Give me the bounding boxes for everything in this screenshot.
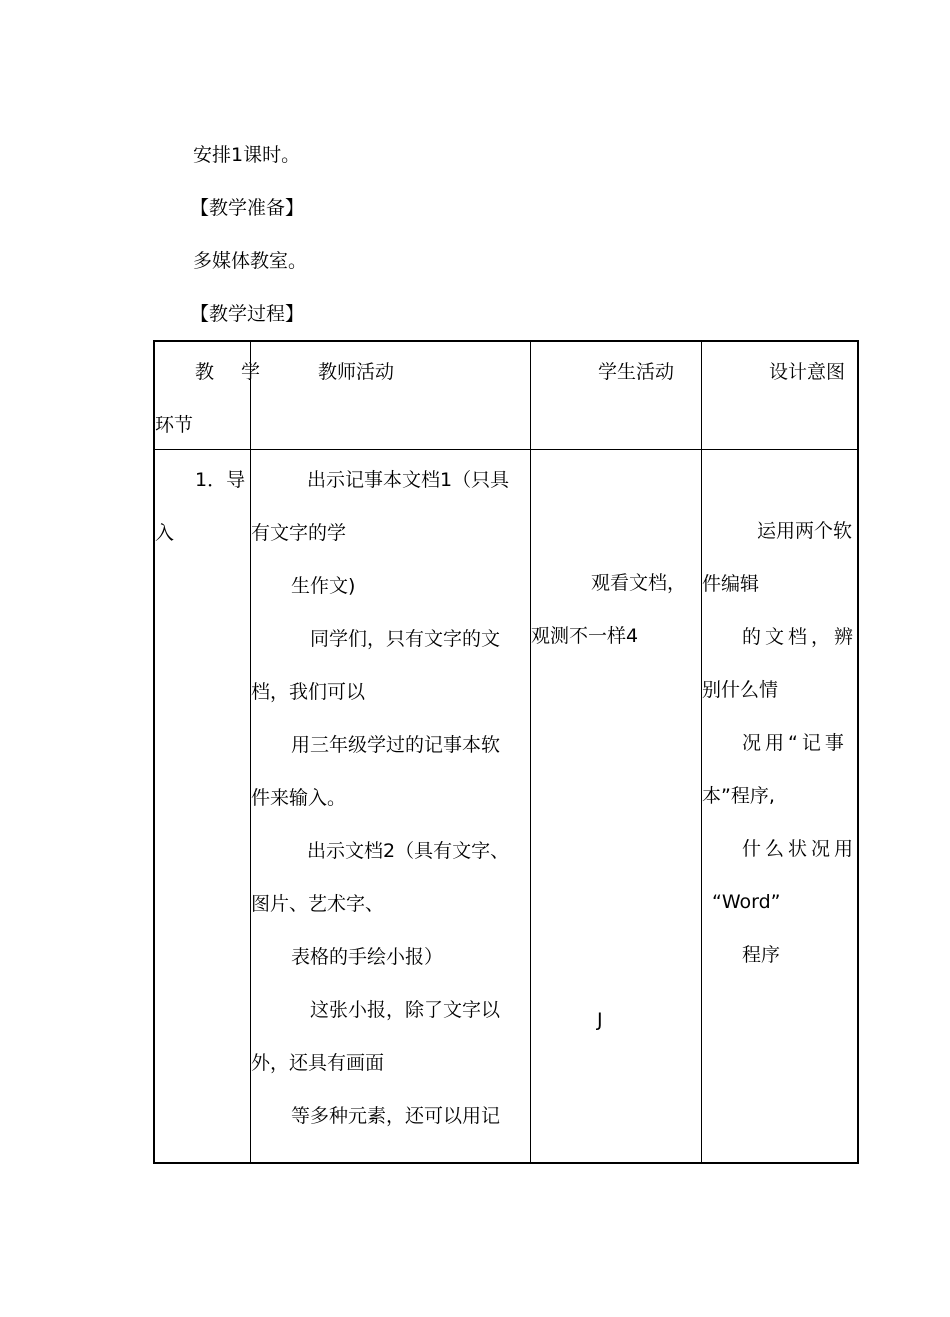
- teacher-line: 档，我们可以: [251, 681, 366, 703]
- header-design-cell: [702, 342, 859, 449]
- prep-heading: 【教学准备】: [190, 197, 305, 219]
- teacher-line: 外，还具有画面: [251, 1052, 385, 1074]
- design-line: 程序: [742, 944, 781, 966]
- header-student-cell: [531, 342, 701, 449]
- header-teacher-cell: [251, 342, 530, 449]
- header-divider: [155, 449, 857, 450]
- design-line: 别什么情: [702, 679, 779, 701]
- student-line: 观测不一样4: [531, 625, 639, 647]
- teacher-line: 生作文): [291, 575, 356, 597]
- design-line: 运用两个软: [757, 520, 853, 542]
- design-line: “Word”: [712, 891, 781, 913]
- teacher-line: 出示文档2（具有文字、: [307, 840, 510, 862]
- column-divider-2: [530, 342, 531, 1162]
- teacher-line: 有文字的学: [251, 522, 347, 544]
- student-line: J: [597, 1009, 603, 1031]
- row1-teacher-cell: [251, 451, 530, 1164]
- header-stage-cell: [155, 342, 265, 449]
- header-student: 学生活动: [598, 361, 675, 383]
- design-line: 本”程序,: [702, 785, 775, 807]
- student-line: 观看文档，: [591, 572, 687, 594]
- header-stage-line1: 教 学: [195, 361, 265, 383]
- teacher-line: 表格的手绘小报）: [291, 946, 444, 968]
- design-line: 件编辑: [702, 573, 760, 595]
- teacher-line: 等多种元素，还可以用记: [291, 1105, 501, 1127]
- header-stage-line2: 环节: [155, 414, 194, 436]
- teacher-line: 图片、艺术字、: [251, 893, 385, 915]
- teacher-line: 这张小报，除了文字以: [310, 999, 501, 1021]
- design-line: 什么状况用: [742, 838, 858, 860]
- process-heading: 【教学过程】: [190, 303, 305, 325]
- row1-stage-cell: [155, 451, 250, 1164]
- design-line: 的文档，辨: [742, 626, 858, 648]
- teacher-line: 件来输入。: [251, 787, 347, 809]
- header-teacher: 教师活动: [318, 361, 395, 383]
- design-line: 况用“记事: [742, 732, 848, 754]
- teacher-line: 出示记事本文档1（只具: [307, 469, 510, 491]
- header-design: 设计意图: [769, 361, 846, 383]
- teacher-line: 同学们，只有文字的文: [310, 628, 501, 650]
- prep-text: 多媒体教室。: [193, 250, 308, 272]
- row1-design-cell: [702, 451, 859, 1164]
- schedule-text: 安排1课时。: [193, 144, 301, 166]
- teacher-line: 用三年级学过的记事本软: [291, 734, 501, 756]
- lesson-process-table: [153, 340, 859, 1164]
- row1-stage-line2: 入: [155, 522, 175, 544]
- row1-stage-line1: 1．导: [195, 469, 246, 491]
